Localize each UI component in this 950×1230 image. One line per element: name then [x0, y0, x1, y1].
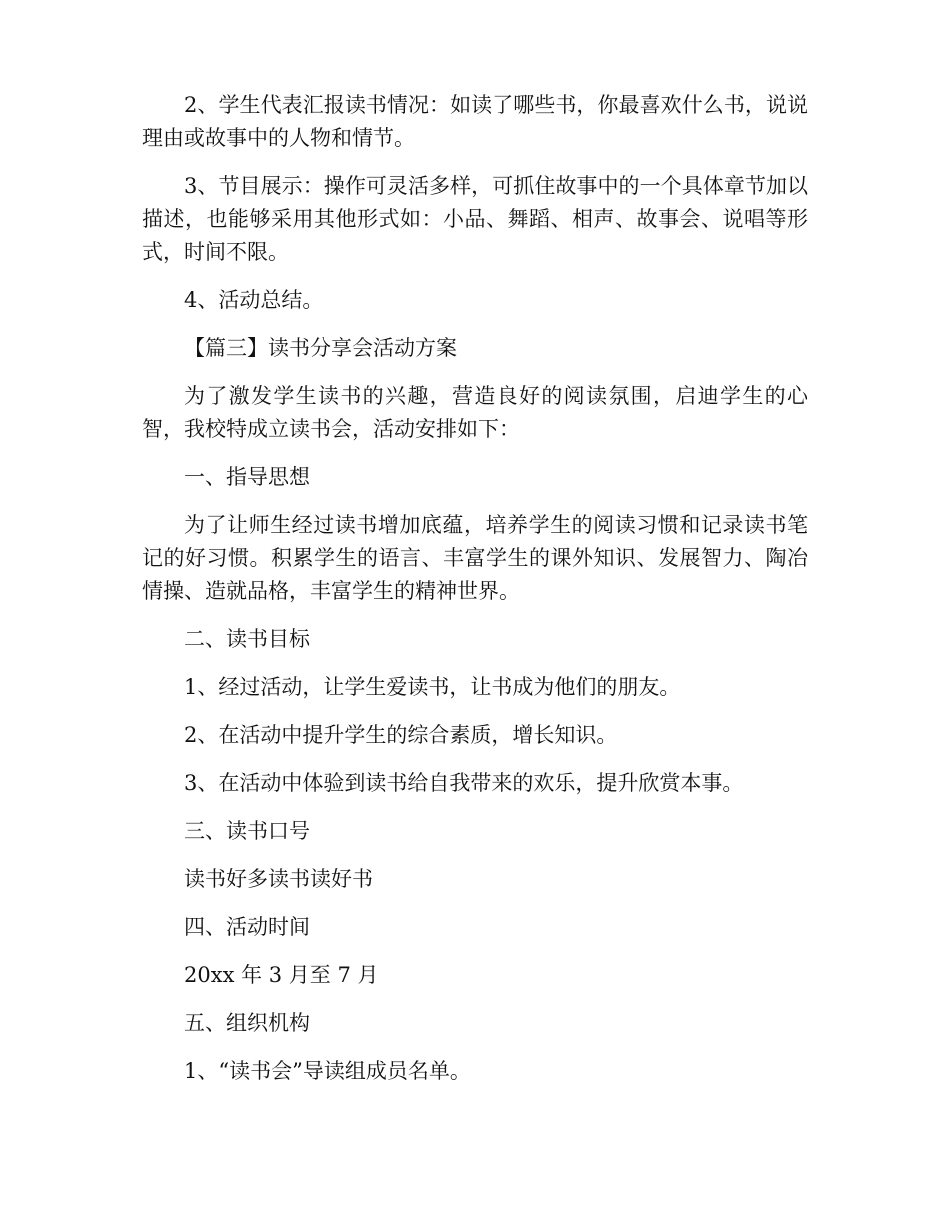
paragraph-report-reading: 2、学生代表汇报读书情况：如读了哪些书，你最喜欢什么书，说说理由或故事中的人物和情节。 — [142, 93, 808, 150]
paragraph-guiding-idea: 为了让师生经过读书增加底蕴，培养学生的阅读习惯和记录读书笔记的好习惯。积累学生的语言、丰富学生的课外知识、发展智力、陶冶情操、造就品格，丰富学生的精神世界。 — [142, 513, 808, 603]
paragraph-intro: 为了激发学生读书的兴趣，营造良好的阅读氛围，启迪学生的心智，我校特成立读书会，活动安排如下： — [142, 384, 808, 441]
activity-time: 20xx 年 3 月至 7 月 — [184, 963, 379, 987]
heading-reading-goals: 二、读书目标 — [184, 627, 310, 651]
paragraph-activity-summary: 4、活动总结。 — [184, 288, 324, 312]
heading-reading-slogan: 三、读书口号 — [184, 819, 310, 843]
heading-organization: 五、组织机构 — [184, 1011, 310, 1035]
heading-guiding-idea: 一、指导思想 — [184, 465, 310, 489]
goal-item-1: 1、经过活动，让学生爱读书，让书成为他们的朋友。 — [184, 675, 681, 699]
reading-slogan: 读书好多读书读好书 — [184, 867, 373, 891]
goal-item-3: 3、在活动中体验到读书给自我带来的欢乐，提升欣赏本事。 — [184, 771, 744, 795]
heading-activity-time: 四、活动时间 — [184, 915, 310, 939]
organization-item-1: 1、“读书会”导读组成员名单。 — [184, 1059, 471, 1083]
document-body — [142, 89, 808, 1103]
section-title-part-three: 【篇三】读书分享会活动方案 — [184, 336, 457, 360]
paragraph-program-show: 3、节目展示：操作可灵活多样，可抓住故事中的一个具体章节加以描述，也能够采用其他形式如：小品、舞蹈、相声、故事会、说唱等形式，时间不限。 — [142, 174, 808, 264]
goal-item-2: 2、在活动中提升学生的综合素质，增长知识。 — [184, 723, 618, 747]
